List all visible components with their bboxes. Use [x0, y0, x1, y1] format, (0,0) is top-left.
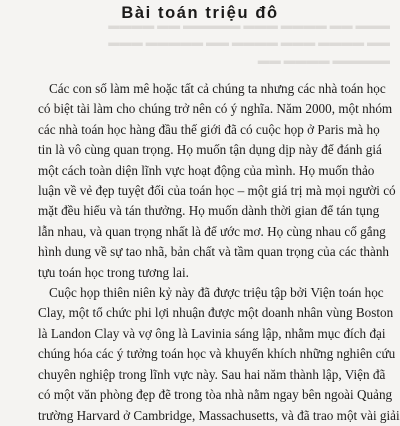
text-line: là Landon Clay và vợ ông là Lavinia sáng lập, nhằm mục đích đại — [38, 325, 386, 341]
text-line: Clay, một tổ chức phi lợi nhuận được một doanh nhân vùng Boston — [38, 305, 394, 321]
text-line: trường Harvard ở Cambridge, Massachusetts, và đã trao một vài giải — [38, 407, 400, 423]
text-line: có một văn phòng đẹp đẽ trong tòa nhà nằm ngay bên ngoài Quảng — [38, 387, 393, 403]
show-through-text: ▬▬▬ ▬▬ ▬▬▬▬ ▬▬▬ ▬▬▬▬▬ ▬▬ ▬▬▬▬ ▬▬ ▬▬▬▬ ▬▬▬ ▬▬▬▬ ▬▬ ▬▬▬▬▬ ▬▬▬ ▬▬▬▬▬ ▬▬▬▬ ▬▬ — [108, 20, 390, 67]
text-line: mặt đều hiểu và tán thưởng. Họ muốn dành thời gian để tán tụng — [38, 203, 380, 219]
text-line: luận về vẻ đẹp tuyệt đối của toán học – một giá trị mà mọi người có — [38, 183, 396, 199]
chapter-heading: Bài toán triệu đô — [121, 4, 279, 22]
text-line: hình dung về sự tao nhã, bản chất và tầm quan trọng của các thành — [38, 244, 390, 260]
paragraph — [38, 79, 396, 283]
text-line: chuyên nghiệp trong lĩnh vực này. Sau hai năm thành lập, Viện đã — [38, 366, 386, 382]
text-line: các nhà toán học hàng đầu thế giới đã có cuộc họp ở Paris mà họ — [38, 121, 380, 137]
text-line: Các con số làm mê hoặc tất cả chúng ta nhưng các nhà toán học — [49, 81, 386, 96]
text-line: một cách toàn diện lĩnh vực hoạt động của mình. Họ muốn thảo — [38, 162, 375, 178]
text-line: chúng hóa các ý tưởng toán học và khuyến khích những nghiên cứu — [38, 346, 396, 362]
text-line: có biệt tài làm cho chúng trở nên có ý nghĩa. Năm 2000, một nhóm — [38, 101, 393, 117]
text-line: tin là vô cùng quan trọng. Họ muốn tận dụng dịp này để đánh giá — [38, 142, 382, 158]
body-text — [38, 79, 400, 426]
text-line: Cuộc họp thiên niên kỷ này đã được triệu tập bởi Viện toán học — [49, 285, 384, 301]
text-line: tựu toán học trong tương lai. — [38, 264, 189, 280]
text-line: lẫn nhau, và quan trọng nhất là để ước mơ. Họ cùng nhau cố gắng — [38, 223, 386, 239]
paragraph — [38, 283, 400, 426]
